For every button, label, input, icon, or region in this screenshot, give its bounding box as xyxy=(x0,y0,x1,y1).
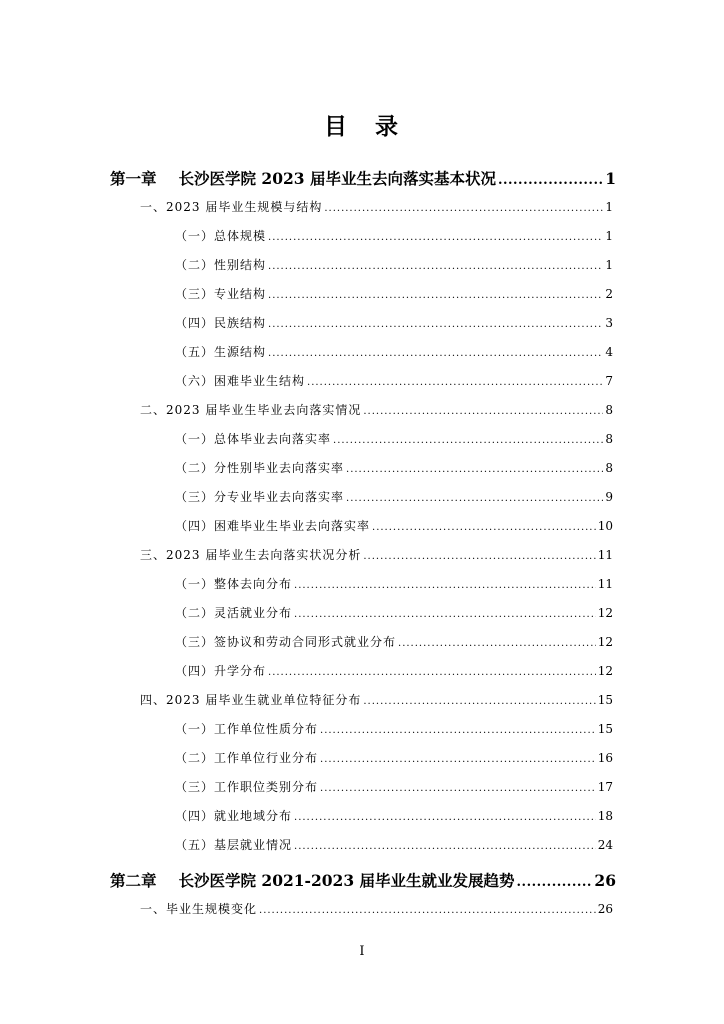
dot-leader xyxy=(320,783,596,794)
dot-leader xyxy=(294,609,596,620)
toc-entry-sub[interactable] xyxy=(175,604,613,621)
toc-entry-sub[interactable] xyxy=(175,343,613,360)
toc-entry-chapter[interactable] xyxy=(110,869,616,891)
toc-entry-sub[interactable] xyxy=(175,459,613,476)
toc-page-number: 4 xyxy=(605,345,613,359)
chapter-title: 长沙医学院 2021-2023 届毕业生就业发展趋势 xyxy=(178,871,515,890)
toc-entry-sub[interactable] xyxy=(175,807,613,824)
toc-entry-label: （三）专业结构 xyxy=(175,287,267,301)
toc-title-left: 目 xyxy=(324,113,349,140)
toc-page-number: 11 xyxy=(597,548,613,562)
dot-leader xyxy=(363,696,595,707)
dot-leader xyxy=(294,580,596,591)
toc-entry-label: （四）就业地域分布 xyxy=(175,809,293,823)
chapter-number: 第二章 xyxy=(110,871,157,890)
toc-entry-label: （二）灵活就业分布 xyxy=(175,606,293,620)
toc-page-number: 18 xyxy=(597,809,613,823)
dot-leader xyxy=(363,406,603,417)
toc-entry-sub[interactable] xyxy=(175,575,613,592)
dot-leader xyxy=(363,551,595,562)
toc-entry-sub[interactable] xyxy=(175,372,613,389)
toc-entry-section[interactable] xyxy=(140,691,613,708)
toc-entry-sub[interactable] xyxy=(175,749,613,766)
toc-page-number: 8 xyxy=(605,403,613,417)
toc-entry-sub[interactable] xyxy=(175,633,613,650)
toc-page-number: 17 xyxy=(597,780,613,794)
toc-page-number: 26 xyxy=(597,902,613,916)
toc-page-number: 26 xyxy=(594,871,616,890)
toc-entry-label: （五）基层就业情况 xyxy=(175,838,293,852)
dot-leader xyxy=(346,464,603,475)
toc-entry-label: （一）总体规模 xyxy=(175,229,267,243)
toc-entry-label: （一）整体去向分布 xyxy=(175,577,293,591)
dot-leader xyxy=(498,173,603,188)
toc-title xyxy=(0,108,724,141)
toc-entry-sub[interactable] xyxy=(175,662,613,679)
toc-page-number: 8 xyxy=(605,461,613,475)
toc-entry-label: 一、2023 届毕业生规模与结构 xyxy=(140,200,323,214)
toc-entry-label: （五）生源结构 xyxy=(175,345,267,359)
toc-page-number: 9 xyxy=(605,490,613,504)
dot-leader xyxy=(324,203,603,214)
toc-page-number: 15 xyxy=(597,693,613,707)
toc-entry-label: （二）分性别毕业去向落实率 xyxy=(175,461,345,475)
toc-entry-label: （三）签协议和劳动合同形式就业分布 xyxy=(175,635,397,649)
toc-entry-label: 二、2023 届毕业生毕业去向落实情况 xyxy=(140,403,362,417)
toc-page-number: 16 xyxy=(597,751,613,765)
toc-entry-label xyxy=(110,869,515,891)
toc-entry-section[interactable] xyxy=(140,198,613,215)
toc-entry-label: （二）工作单位行业分布 xyxy=(175,751,319,765)
toc-entry-chapter[interactable] xyxy=(110,167,616,189)
toc-entry-label: （一）工作单位性质分布 xyxy=(175,722,319,736)
dot-leader xyxy=(398,638,596,649)
page-number: I xyxy=(359,944,365,959)
toc-entry-label: （四）升学分布 xyxy=(175,664,267,678)
toc-page-number: 8 xyxy=(605,432,613,446)
toc-page-number: 11 xyxy=(597,577,613,591)
toc-entry-section[interactable] xyxy=(140,900,613,917)
dot-leader xyxy=(517,875,593,890)
toc-title-right: 录 xyxy=(375,113,400,140)
dot-leader xyxy=(268,319,603,330)
toc-entry-section[interactable] xyxy=(140,401,613,418)
toc-entry-sub[interactable] xyxy=(175,720,613,737)
toc-entry-label xyxy=(110,167,496,189)
toc-page-number: 12 xyxy=(597,635,613,649)
toc-entry-sub[interactable] xyxy=(175,778,613,795)
toc-page-number: 24 xyxy=(597,838,613,852)
toc-page-number: 15 xyxy=(597,722,613,736)
toc-page-number: 1 xyxy=(605,169,616,188)
toc-entry-sub[interactable] xyxy=(175,227,613,244)
toc-entry-sub[interactable] xyxy=(175,488,613,505)
toc-entry-label: （一）总体毕业去向落实率 xyxy=(175,432,332,446)
chapter-title: 长沙医学院 2023 届毕业生去向落实基本状况 xyxy=(178,169,496,188)
toc-entry-sub[interactable] xyxy=(175,430,613,447)
toc-entry-label: （四）困难毕业生毕业去向落实率 xyxy=(175,519,371,533)
toc-page-number: 12 xyxy=(597,606,613,620)
toc-entry-sub[interactable] xyxy=(175,285,613,302)
toc-entry-label: （三）分专业毕业去向落实率 xyxy=(175,490,345,504)
dot-leader xyxy=(372,522,596,533)
dot-leader xyxy=(333,435,603,446)
dot-leader xyxy=(320,754,596,765)
toc-page-number: 10 xyxy=(597,519,613,533)
toc-entry-label: 四、2023 届毕业生就业单位特征分布 xyxy=(140,693,362,707)
toc-entry-sub[interactable] xyxy=(175,517,613,534)
toc-entry-label: （四）民族结构 xyxy=(175,316,267,330)
dot-leader xyxy=(320,725,596,736)
dot-leader xyxy=(307,377,603,388)
toc-entry-label: （二）性别结构 xyxy=(175,258,267,272)
toc-page-number: 2 xyxy=(605,287,613,301)
dot-leader xyxy=(294,812,596,823)
dot-leader xyxy=(268,667,596,678)
toc-page-number: 12 xyxy=(597,664,613,678)
toc-entry-label: （六）困难毕业生结构 xyxy=(175,374,306,388)
dot-leader xyxy=(268,261,603,272)
toc-entry-sub[interactable] xyxy=(175,836,613,853)
dot-leader xyxy=(294,841,596,852)
dot-leader xyxy=(268,232,603,243)
toc-entry-sub[interactable] xyxy=(175,256,613,273)
toc-page-number: 3 xyxy=(605,316,613,330)
toc-entry-sub[interactable] xyxy=(175,314,613,331)
toc-page-number: 1 xyxy=(605,258,613,272)
dot-leader xyxy=(268,290,603,301)
toc-entry-label: 三、2023 届毕业生去向落实状况分析 xyxy=(140,548,362,562)
toc-page-number: 1 xyxy=(605,200,613,214)
dot-leader xyxy=(259,905,596,916)
dot-leader xyxy=(268,348,603,359)
chapter-number: 第一章 xyxy=(110,169,157,188)
dot-leader xyxy=(346,493,603,504)
toc-page-number: 1 xyxy=(605,229,613,243)
toc-entry-section[interactable] xyxy=(140,546,613,563)
toc-page-number: 7 xyxy=(605,374,613,388)
toc-entry-label: （三）工作职位类别分布 xyxy=(175,780,319,794)
toc-entry-label: 一、毕业生规模变化 xyxy=(140,902,258,916)
